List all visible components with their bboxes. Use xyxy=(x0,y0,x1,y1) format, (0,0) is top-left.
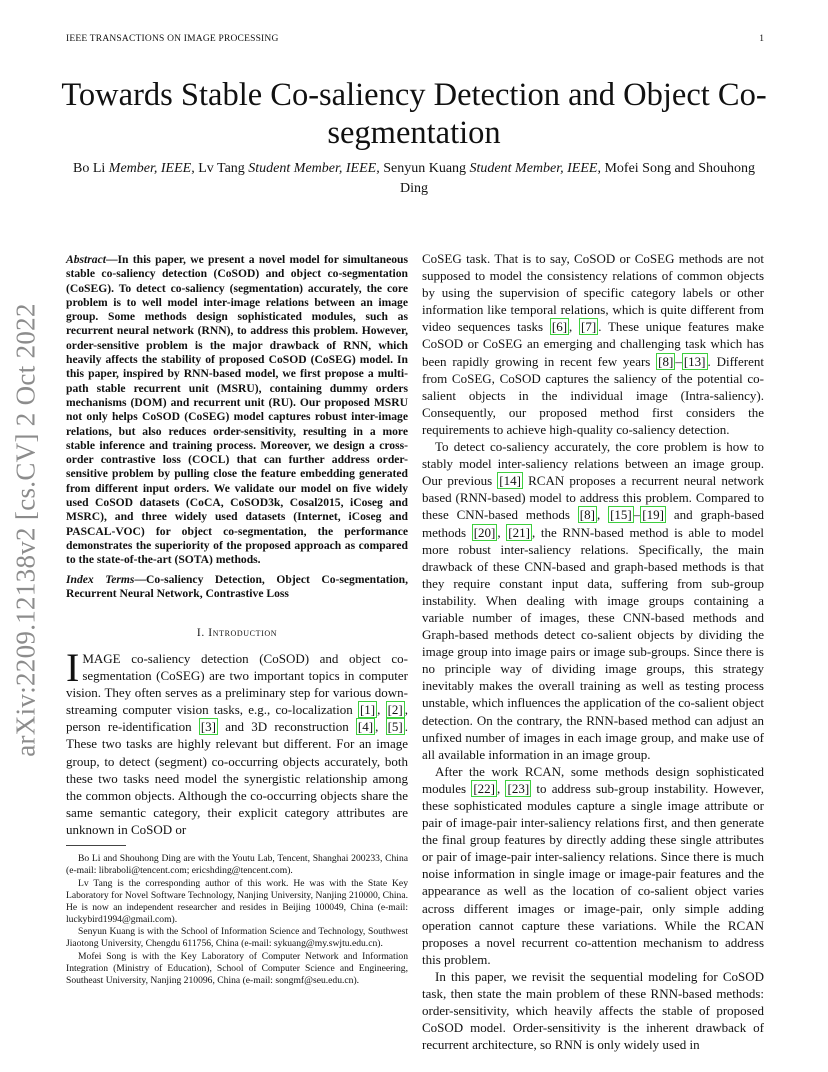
body-text: In this paper, we revisit the sequential modeling for CoSOD task, then state the main problem of these RNN-based methods: order-sensitivity, which heavily affects the stable of proposed CoSOD model. Order-sensitivity is the inherent drawback of recurrent architecture, so RNN is only widely used in xyxy=(422,968,764,1053)
author-role: Student Member, IEEE xyxy=(469,161,598,176)
paragraph xyxy=(422,438,764,763)
citation-link[interactable]: [21] xyxy=(508,524,530,540)
abstract-text: In this paper, we present a novel model for simultaneous stable co-saliency detection (CoSOD) and object co-segmentation (CoSEG). To detect co-saliency (segmentation) accurately, the core problem is to well model inter-image relations between an image group. Some methods design sophisticated modules, such as recurrent neural network (RNN), to address this problem. However, order-sensitive problem is the major drawback of RNN, which heavily affects the stability of proposed CoSOD (CoSEG) model. In this paper, inspired by RNN-based model, we first propose a multi-path stable recurrent unit (MSRU), containing dummy orders mechanisms (DOM) and recurrent unit (RU). Our proposed MSRU not only helps CoSOD (CoSEG) model captures robust inter-image relations, but also reduces order-sensitivity, resulting in a more stable inference and training process. Moreover, we design a cross-order contrastive loss (COCL) that can further address order-sensitive problem by pulling close the feature embedding generated from different input orders. We validate our model on five widely used CoSOD datasets (CoCA, CoSOD3k, Cosal2015, iCoseg and MSRC), and three widely used datasets (Internet, iCoseg and PASCAL-VOC) for object co-segmentation, the performance demonstrates the superiority of the proposed approach as compared to the state-of-the-art (SOTA) methods. xyxy=(66,253,408,567)
paper-title: Towards Stable Co-saliency Detection and Object Co-segmentation xyxy=(61,77,767,151)
citation-link[interactable]: [7] xyxy=(581,319,597,335)
citation-link[interactable]: [14] xyxy=(499,473,521,489)
citation-link[interactable]: [3] xyxy=(200,719,217,735)
body-text: , xyxy=(569,319,580,335)
citation-link[interactable]: [5] xyxy=(387,719,403,735)
body-text: , person re-identification xyxy=(66,702,408,735)
author-name: Lv Tang xyxy=(198,161,245,176)
citation-link[interactable]: [15] xyxy=(610,507,632,523)
citation-link[interactable]: [23] xyxy=(507,780,530,796)
citation-link[interactable]: [6] xyxy=(551,319,568,335)
abstract-label: Abstract xyxy=(66,253,106,266)
index-terms: Index Terms—Co-saliency Detection, Object Co-segmentation, Recurrent Neural Network, Contrastive Loss xyxy=(66,573,408,601)
footnote: Bo Li and Shouhong Ding are with the Youtu Lab, Tencent, Shanghai 200233, China (e-mail: libraboli@tencent.com; ericshding@tencent.com). xyxy=(66,853,408,876)
drop-cap: I xyxy=(66,645,80,690)
citation-link[interactable]: [8] xyxy=(658,353,674,369)
section-title: Introduction xyxy=(208,627,278,639)
body-text: , xyxy=(375,719,386,735)
footnote-rule xyxy=(66,845,126,846)
author-list: Bo Li Member, IEEE, Lv Tang Student Member, IEEE, Senyun Kuang Student Member, IEEE, Mofei Song and Shouhong Ding xyxy=(73,161,755,196)
footnote: Lv Tang is the corresponding author of this work. He was with the State Key Laboratory for Novel Software Technology, Nanjing University, Nanjing 210000, China. He is now an independent researcher and resides in Beijing 100049, China (e-mail: luckybird1994@gmail.com). xyxy=(66,877,408,925)
body-text: , xyxy=(596,507,609,523)
citation-link[interactable]: [2] xyxy=(387,702,403,718)
arxiv-side-identifier xyxy=(4,295,48,765)
body-text: To detect co-saliency accurately, the core problem is how to stably model inter-saliency relations between an image group. Our previous xyxy=(422,439,764,489)
citation-link[interactable]: [13] xyxy=(683,353,706,369)
abstract: Abstract—In this paper, we present a novel model for simultaneous stable co-saliency detection (CoSOD) and object co-segmentation (CoSEG). To detect co-saliency (segmentation) accurately, the core problem is to well model inter-image relations between an image group. Some methods design sophisticated modules, such as recurrent neural network (RNN), to address this problem. However, order-sensitive problem is the major drawback of RNN, which heavily affects the stability of proposed CoSOD (CoSEG) model. In this paper, inspired by RNN-based model, we first propose a multi-path stable recurrent unit (MSRU), containing dummy orders mechanisms (DOM) and recurrent unit (RU). Our proposed MSRU not only helps CoSOD (CoSEG) model captures robust inter-image relations, but also reduces order-sensitivity, resulting in a more stable inference and training process. Moreover, we design a cross-order contrastive loss (COCL) that can further address order-sensitive problem by pulling close the feature embedding generated from different input orders. We validate our model on five widely used CoSOD datasets (CoCA, CoSOD3k, Cosal2015, iCoseg and MSRC), and three widely used datasets (Internet, iCoseg and PASCAL-VOC) for object co-segmentation, the performance demonstrates the superiority of the proposed approach as compared to the state-of-the-art (SOTA) methods. xyxy=(66,253,408,567)
intro-text xyxy=(66,645,408,837)
footnote: Mofei Song is with the Key Laboratory of Computer Network and Information Integration (Ministry of Education), School of Computer Science and Engineering, Southeast University, Nanjing 210096, China (e-mail: songmf@seu.edu.cn). xyxy=(66,951,408,987)
body-text: – xyxy=(633,507,641,523)
body-text: , xyxy=(377,702,386,718)
footnote: Senyun Kuang is with the School of Information Science and Technology, Southwest Jiaotong University, Chengdu 611756, China (e-mail: sykuang@my.swjtu.edu.cn). xyxy=(66,926,408,950)
body-text: , the RNN-based method is able to model more robust inter-saliency relations. Specifically, the main drawback of these CNN-based and graph-based methods is that they require constant input data, suffering from sub-group instability. When dealing with image groups containing a variable number of images, these CNN-based methods and Graph-based methods detect co-salient objects by dividing the image group into image pairs or image sub-groups. Since there is no principle way of dividing image groups, this strategy inevitably makes the overall training as well as testing process unstable, which influences the application of the co-salient object detection. On the contrary, the RNN-based method can adjust an unfixed number of images in each image group, and make use of all available information in an image group. xyxy=(422,524,764,762)
author-name: Mofei Song xyxy=(604,161,671,176)
running-head: IEEE TRANSACTIONS ON IMAGE PROCESSING xyxy=(66,34,279,44)
paragraph xyxy=(422,763,764,968)
section-heading xyxy=(66,627,408,639)
body-text: and 3D reconstruction xyxy=(218,719,356,735)
author-name: Senyun Kuang xyxy=(383,161,467,176)
index-terms-text: Co-saliency Detection, Object Co-segmentation, Recurrent Neural Network, Contrastive Loss xyxy=(66,573,408,601)
body-text: . These two tasks are highly relevant but different. For an image group, to detect (segment) co-occurring objects accurately, both these two tasks need model the synergistic relationship among the common objects. Although the co-occurring objects share the same semantic category, their explicit category attributes are unknown in CoSOD or xyxy=(66,719,408,837)
author-role: Member, IEEE xyxy=(108,161,192,176)
body-text: . These unique features make CoSOD or CoSEG an emerging and challenging task which has been rapidly growing in recent few years xyxy=(422,319,764,369)
introduction-paragraph xyxy=(66,645,408,838)
body-text: RCAN proposes a recurrent neural network based (RNN-based) model to address this problem. Compared to these CNN-based methods xyxy=(422,473,764,523)
paragraph xyxy=(422,250,764,438)
body-text: – xyxy=(675,353,682,369)
body-text: . Different from CoSEG, CoSOD captures the saliency of the potential co-salient objects in the individual image (Intra-saliency). Consequently, our proposed method first considers the requirements to achieve high-quality co-saliency detection. xyxy=(422,353,764,437)
body-text: MAGE co-saliency detection (CoSOD) and object co-segmentation (CoSEG) are two important topics in computer vision. They often serves as a preliminary step for various down-streaming computer vision tasks, e.g., co-localization xyxy=(66,651,408,718)
body-text: , xyxy=(497,524,507,540)
citation-link[interactable]: [8] xyxy=(579,507,595,523)
body-text: After the work RCAN, some methods design sophisticated modules xyxy=(422,763,764,796)
body-text: to address sub-group instability. However, these sophisticated modules capture a single image attribute or pair of image-pair inter-saliency relations first, and then generate the final group features by directly adding these single attributes or pair of image-pair inter-saliency relations. Since there is much noise information in single image or image-pair features and the appearance as well as the location of co-salient object varies across different images or image-pair, only simple adding operation cannot capture these variations. While the RCAN proposes a novel recurrent co-attention mechanism to address this problem. xyxy=(422,780,764,967)
citation-link[interactable]: [20] xyxy=(473,524,496,540)
right-column-text xyxy=(422,250,764,1053)
body-text: and graph-based methods xyxy=(422,507,764,540)
section-number: I. xyxy=(196,627,205,639)
body-text: , xyxy=(496,780,506,796)
footnotes xyxy=(66,853,408,987)
citation-link[interactable]: [1] xyxy=(359,702,376,718)
author-name: Shouhong Ding xyxy=(400,161,755,196)
page-number: 1 xyxy=(759,34,764,44)
paragraph xyxy=(422,968,764,1053)
index-terms-label: Index Terms xyxy=(66,573,135,586)
body-text: CoSEG task. That is to say, CoSOD or CoSEG methods are not supposed to model the consistency relations of common objects by using the supervision of specific category labels or other information like temporal relations, which is quite different from video sequences tasks xyxy=(422,251,764,335)
citation-link[interactable]: [22] xyxy=(473,780,495,796)
author-name: Bo Li xyxy=(73,161,106,176)
arxiv-id-text: arXiv:2209.12138v2 [cs.CV] 2 Oct 2022 xyxy=(10,303,41,757)
citation-link[interactable]: [4] xyxy=(357,719,374,735)
citation-link[interactable]: [19] xyxy=(642,507,664,523)
author-role: Student Member, IEEE xyxy=(248,161,377,176)
